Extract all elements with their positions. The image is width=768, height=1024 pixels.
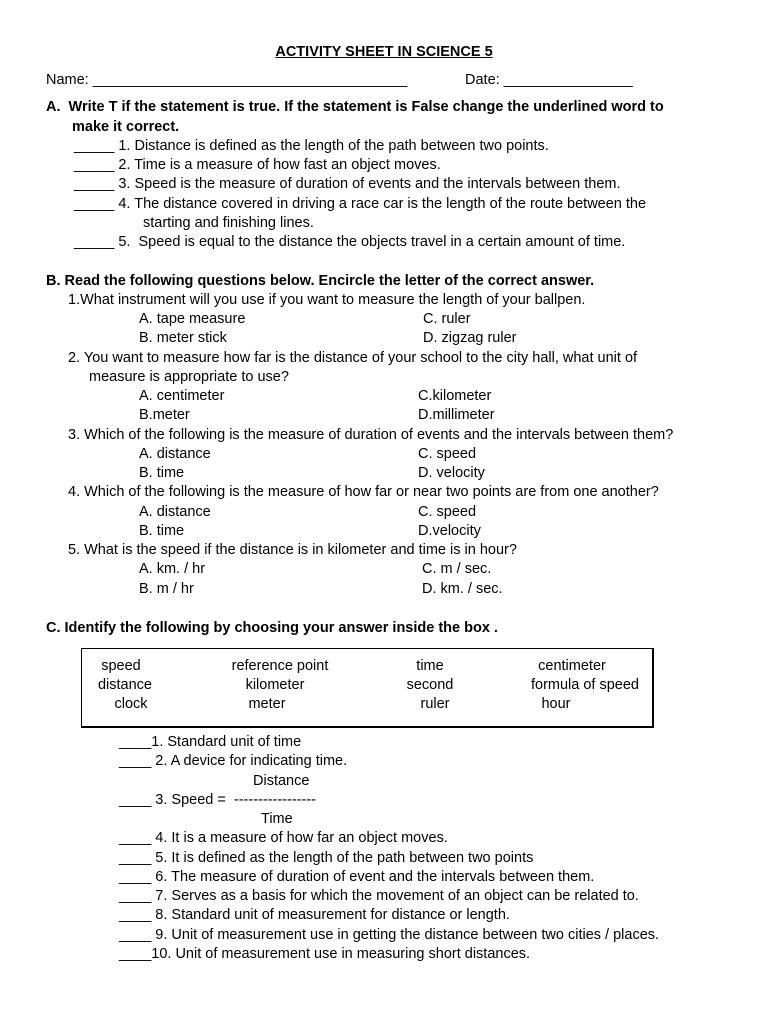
q4-choice-a: A. distance (139, 504, 211, 520)
q5-choice-d: D. km. / sec. (422, 581, 503, 597)
section-c-item-4: ____ 4. It is a measure of how far an object moves. (119, 830, 448, 846)
box-word: distance (97, 677, 152, 693)
q5-choice-a: A. km. / hr (139, 561, 206, 577)
word-box (81, 648, 654, 728)
box-word: hour (541, 696, 571, 712)
box-word: formula of speed (530, 677, 639, 693)
q3-choice-b: B. time (139, 465, 185, 481)
box-word: centimeter (538, 658, 606, 674)
section-c-item-2: ____ 2. A device for indicating time. (119, 753, 348, 769)
q4-choice-c: C. speed (418, 504, 477, 520)
section-a-item-2: _____ 2. Time is a measure of how fast an object moves. (74, 157, 441, 173)
page-title: ACTIVITY SHEET IN SCIENCE 5 (275, 44, 493, 60)
section-c-item-5: ____ 5. It is defined as the length of the path between two points (119, 850, 534, 866)
section-b-instruction: B. Read the following questions below. Encircle the letter of the correct answer. (46, 273, 595, 289)
box-word: speed (101, 658, 141, 674)
box-word: clock (114, 696, 148, 712)
section-a-instruction-cont: make it correct. (72, 119, 180, 135)
formula-numerator: Distance (253, 773, 310, 789)
q2-choice-b: B.meter (139, 407, 190, 423)
section-a-item-5: _____ 5. Speed is equal to the distance the objects travel in a certain amount of time. (74, 234, 626, 250)
q3-choice-d: D. velocity (418, 465, 485, 481)
q2-choice-a: A. centimeter (139, 388, 225, 404)
section-c-item-8: ____ 8. Standard unit of measurement for distance or length. (119, 907, 510, 923)
question-1: 1.What instrument will you use if you want to measure the length of your ballpen. (68, 292, 586, 308)
question-4: 4. Which of the following is the measure of how far or near two points are from one another? (68, 484, 659, 500)
q3-choice-a: A. distance (139, 446, 211, 462)
section-a-item-4-cont: starting and finishing lines. (143, 215, 314, 231)
q1-choice-c: C. ruler (423, 311, 471, 327)
question-2: 2. You want to measure how far is the distance of your school to the city hall, what unit of (68, 350, 638, 366)
q3-choice-c: C. speed (418, 446, 477, 462)
section-a-instruction: A. Write T if the statement is true. If the statement is False change the underlined word to (46, 99, 664, 115)
question-5: 5. What is the speed if the distance is in kilometer and time is in hour? (68, 542, 517, 558)
q2-choice-c: C.kilometer (418, 388, 492, 404)
question-3: 3. Which of the following is the measure of duration of events and the intervals between them? (68, 427, 674, 443)
formula-denominator: Time (261, 811, 293, 827)
q5-choice-b: B. m / hr (139, 581, 194, 597)
section-a-item-1: _____ 1. Distance is defined as the length of the path between two points. (74, 138, 549, 154)
q2-choice-d: D.millimeter (418, 407, 495, 423)
q4-choice-d: D.velocity (418, 523, 481, 539)
section-c-item-3: ____ 3. Speed = ----------------- (119, 792, 316, 808)
section-c-item-7: ____ 7. Serves as a basis for which the movement of an object can be related to. (119, 888, 639, 904)
section-c-item-6: ____ 6. The measure of duration of event and the intervals between them. (119, 869, 595, 885)
box-word: meter (248, 696, 286, 712)
box-word: time (416, 658, 444, 674)
q4-choice-b: B. time (139, 523, 185, 539)
date-field: Date: ________________ (465, 72, 633, 88)
q1-choice-a: A. tape measure (139, 311, 246, 327)
q1-choice-d: D. zigzag ruler (423, 330, 517, 346)
box-word: kilometer (245, 677, 305, 693)
section-a-item-3: _____ 3. Speed is the measure of duration of events and the intervals between them. (74, 176, 621, 192)
name-field: Name: _______________________________________ (46, 72, 408, 88)
section-c-item-10: ____10. Unit of measurement use in measuring short distances. (119, 946, 531, 962)
q1-choice-b: B. meter stick (139, 330, 227, 346)
q5-choice-c: C. m / sec. (422, 561, 492, 577)
box-word: reference point (231, 658, 329, 674)
section-c-instruction: C. Identify the following by choosing your answer inside the box . (46, 620, 498, 636)
section-c-item-9: ____ 9. Unit of measurement use in getting the distance between two cities / places. (119, 927, 660, 943)
box-word: ruler (420, 696, 450, 712)
box-word: second (406, 677, 454, 693)
question-2-cont: measure is appropriate to use? (89, 369, 289, 385)
section-a-item-4: _____ 4. The distance covered in driving a race car is the length of the route between the (74, 196, 647, 212)
section-c-item-1: ____1. Standard unit of time (119, 734, 302, 750)
